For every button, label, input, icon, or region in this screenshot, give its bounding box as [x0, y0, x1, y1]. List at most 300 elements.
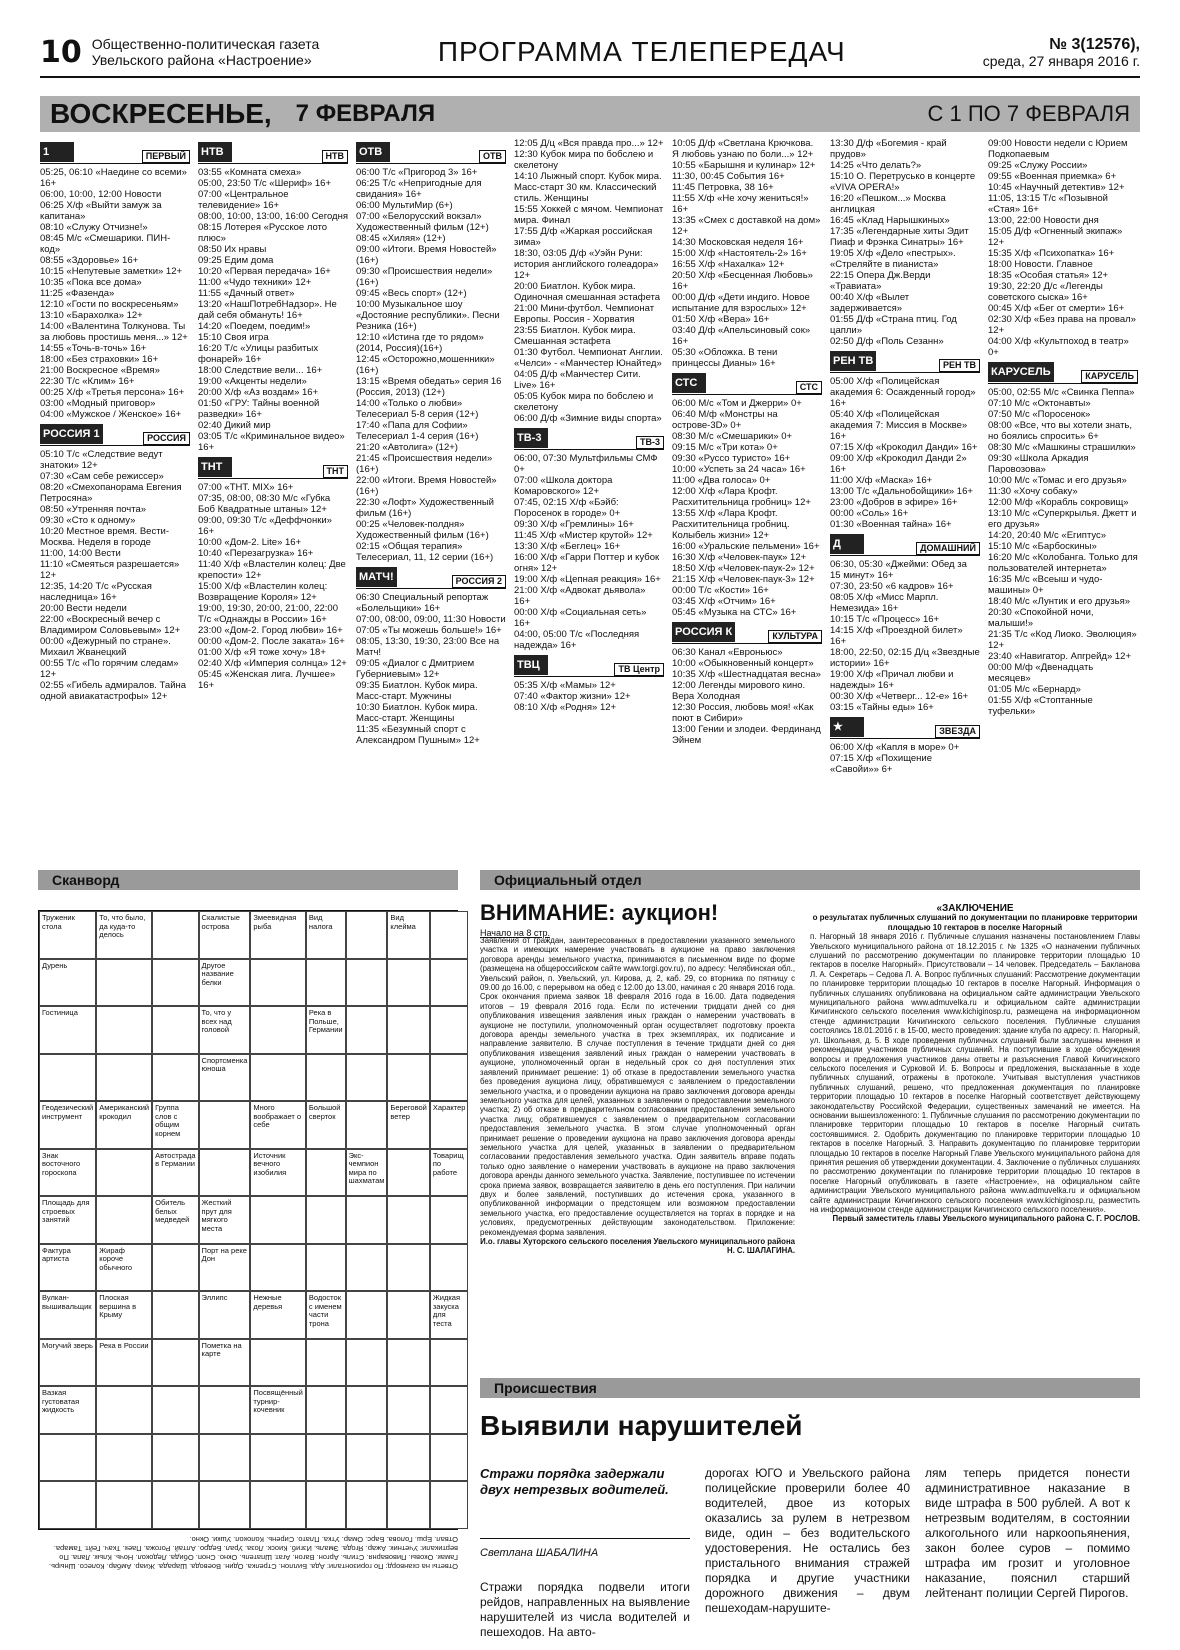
program-item: 13:30 Х/ф «Беглец» 16+	[514, 541, 621, 552]
program-item: 06:00 Т/с «Пригород 3» 16+	[356, 167, 478, 178]
channel-name: ТВ-3	[636, 436, 664, 449]
channel-logo-icon: Д	[830, 534, 864, 554]
crossword-cell	[152, 1339, 198, 1387]
program-item: 15:35 Х/ф «Психопатка» 16+	[988, 248, 1115, 259]
program-item: 08:30 М/с «Машкины страшилки»	[988, 442, 1136, 453]
program-item: 00:25 «Человек-полдня» Художественный фильм (16+)	[356, 519, 489, 541]
program-item: 19:30, 22:20 Д/с «Легенды советского сыска» 16+	[988, 281, 1103, 303]
program-item: 05:25, 06:10 «Наедине со всеми» 16+	[40, 167, 187, 189]
crossword-cell	[96, 1006, 152, 1054]
official-header: Официальный отдел	[480, 870, 1140, 890]
channel-name: ОТВ	[479, 150, 506, 163]
crossword-cell	[250, 1054, 305, 1102]
crossword-clue: Автострада в Германии	[152, 1149, 198, 1197]
program-item: 05:45 «Музыка на СТС» 16+	[672, 607, 797, 618]
crossword-cell	[346, 1291, 388, 1339]
crossword-clue: Спортсменка юноша	[199, 1054, 251, 1102]
channel-header	[198, 142, 348, 164]
program-item: 10:00 «Обыкновенный концерт»	[672, 658, 814, 669]
program-item: 11:00 «Чудо техники» 12+	[198, 277, 312, 288]
crossword-cell	[387, 1434, 429, 1482]
crossword-cell	[430, 1006, 469, 1054]
program-item: 13:35 «Смех с доставкой на дом» 12+	[672, 215, 821, 237]
crossword-clue: Вид клейма	[387, 911, 429, 959]
program-item: 11:00 Х/ф «Маска» 16+	[830, 475, 933, 486]
crossword-cell	[430, 1054, 469, 1102]
program-item: 00:00 Т/с «Кости» 16+	[672, 585, 769, 596]
program-item: 08:20 «Смехопанорама Евгения Петросяна»	[40, 482, 182, 504]
program-item: 03:05 Т/с «Криминальное видео» 16+	[198, 431, 345, 453]
program-item: 16:20 М/с «Колобанга. Только для пользователей интернета»	[988, 552, 1138, 574]
crossword-clue: Скалистые острова	[199, 911, 251, 959]
program-item: 08:10 Х/ф «Родня» 12+	[514, 702, 617, 713]
crossword-clue: Вид налога	[306, 911, 346, 959]
program-item: 07:00 «Школа доктора Комаровского» 12+	[514, 475, 613, 497]
crossword-cell	[306, 959, 346, 1007]
crossword-cell	[152, 1054, 198, 1102]
program-item: 16:45 «Клад Нарышкиных»	[830, 215, 950, 226]
crossword-cell	[387, 1339, 429, 1387]
program-item: 20:00 Х/ф «Аз воздам» 16+	[198, 387, 319, 398]
program-item: 17:55 Д/ф «Жаркая российская зима»	[514, 226, 653, 248]
program-item: 18:00, 22:50, 02:15 Д/ц «Звездные истории» 16+	[830, 647, 980, 669]
crossword-cell	[306, 1434, 346, 1482]
program-item: 00:40 Х/ф «Вылет задерживается»	[830, 292, 910, 314]
crossword-clue: То, что было, да куда-то делось	[96, 911, 152, 959]
crossword-cell	[346, 1101, 388, 1149]
program-item: 04:00 Х/ф «Культпоход в театр» 0+	[988, 336, 1129, 358]
program-item: 09:45 «Весь спорт» (12+)	[356, 288, 467, 299]
channel-logo-icon: НТВ	[198, 142, 232, 162]
channel-header	[672, 373, 822, 395]
program-item: 05:40 Х/ф «Полицейская академия 7: Миссия в Москве» 16+	[830, 409, 968, 442]
program-item: 08:10 «Служу Отчизне!»	[40, 222, 148, 233]
program-item: 16:20 «Пешком...» Москва англицкая	[830, 193, 946, 215]
crossword-cell	[430, 1481, 469, 1529]
tv-column	[40, 138, 190, 848]
program-item: 09:55 «Военная приемка» 6+	[988, 171, 1117, 182]
program-item: 15:00 Х/ф «Настоятель-2» 16+	[672, 248, 807, 259]
program-item: 22:00 «Воскресный вечер с Владимиром Соловьевым» 12+	[40, 614, 181, 636]
program-item: 12:30 Россия, любовь моя! «Как поют в Сибири»	[672, 702, 814, 724]
program-item: 09:30 «Руссо туристо» 16+	[672, 453, 791, 464]
tv-column	[356, 138, 506, 848]
program-item: 06:00 Д/ф «Зимние виды спорта»	[514, 413, 662, 424]
program-item: 12:10 «Истина где то рядом» (2014, Россия)(16+)	[356, 332, 484, 354]
program-item: 11:30 «Хочу собаку»	[988, 486, 1078, 497]
crossword-clue: Характер	[430, 1101, 469, 1149]
channel-header	[514, 655, 664, 677]
program-item: 07:30, 23:50 «6 кадров» 16+	[830, 581, 954, 592]
program-item: 18:35 «Особая статья» 12+	[988, 270, 1109, 281]
channel-logo-icon: ОТВ	[356, 142, 390, 162]
program-item: 13:20 «НашПотребНадзор». Не дай себя обмануть! 16+	[198, 299, 337, 321]
section-title: ПРОГРАММА ТЕЛЕПЕРЕДАЧ	[437, 36, 846, 67]
program-item: 04:00 «Мужское / Женское» 16+	[40, 409, 182, 420]
program-item: 15:10 Своя игра	[198, 332, 269, 343]
crossword-answers: Ответы на сканворд: По горизонтали: Ада. Биллон. Стрелка. Один. Воевода. Шарада. Жиар. Амбар. Колесо. Шнырь. Гамак. Оковы. Пивоварня. Стиль. Аргон. Вагон. Агат. Шпатель. Окно. Сноп. Обида. Ледокол. Ночь. Клык. Лапа. По вертикали: Учетник. Ажар. Ягода. Эмаль. Изгиб. Киоск. Лоза. Урал. Бедро. Алтай. Рогожа. Паек. Ткач. Гейт. Тамара. Отвал. Ерш. Голова. Барс. Омар. Утка. Плато. Сирень. Колокол. Ушки. Окно.	[48, 1535, 458, 1571]
crossword-cell	[250, 1006, 305, 1054]
incident-lead: Стражи порядка задержали двух нетрезвых водителей.	[480, 1466, 669, 1497]
crossword-clue: Жесткий прут для мягкого места	[199, 1196, 251, 1244]
crossword-cell	[39, 1054, 96, 1102]
program-item: 20:00 Вести недели	[40, 603, 127, 614]
channel-header	[830, 534, 980, 556]
channel-logo-icon: ТВ-3	[514, 428, 548, 448]
program-item: 11:00 «Два голоса» 0+	[672, 475, 771, 486]
program-item: 23:55 Биатлон. Кубок мира. Смешанная эстафета	[514, 325, 636, 347]
crossword-cell	[430, 1386, 469, 1434]
program-item: 11:40 Х/ф «Властелин колец: Две крепости» 12+	[198, 559, 346, 581]
program-item: 16:30 Х/ф «Человек-паук» 12+	[672, 552, 807, 563]
program-item: 06:30, 05:30 «Джейми: Обед за 15 минут» 16+	[830, 559, 967, 581]
program-item: 08:05, 13:30, 19:30, 23:00 Все на Матч!	[356, 636, 500, 658]
incident-col-3: лям теперь придется понести административное наказание в виде штрафа в 500 рублей. А вот к нетрезвым водителям, в состоянии алкогольного или наркоопьянения, закон более суров – помимо штрафа им грозит и уголовное наказание, пояснил старший лейтенант полиции Сергей Пирогов.	[925, 1466, 1130, 1600]
program-item: 11:55 Х/ф «Не хочу жениться!» 16+	[672, 193, 809, 215]
crossword-cell	[250, 1481, 305, 1529]
crossword-cell	[96, 959, 152, 1007]
crossword-cell	[306, 1196, 346, 1244]
program-item: 15:00 Х/ф «Властелин колец: Возвращение Короля» 12+	[198, 581, 328, 603]
program-item: 15:10 М/с «Барбоскины»	[988, 541, 1097, 552]
program-item: 20:50 Х/ф «Бесценная Любовь» 16+	[672, 270, 813, 292]
program-item: 07:10 М/с «Октонавты»	[988, 398, 1091, 409]
crossword-cell	[306, 1149, 346, 1197]
channel-logo-icon: КАРУСЕЛЬ	[988, 362, 1054, 382]
official-signature: И.о. главы Хуторского сельского поселения Увельского муниципального района Н. С. ШАЛАГИНА.	[480, 1237, 795, 1256]
program-item: 07:45, 02:15 Х/ф «Бэйб: Поросенок в городе» 0+	[514, 497, 621, 519]
program-item: 08:15 Лотерея «Русское лото плюс»	[198, 222, 328, 244]
crossword-clue: Гостиница	[39, 1006, 96, 1054]
program-item: 06:30 Канал «Евроньюс»	[672, 647, 783, 658]
program-item: 09:25 Едим дома	[198, 255, 274, 266]
incident-author: Светлана ШАБАЛИНА	[480, 1538, 690, 1559]
program-item: 09:00 Х/ф «Крокодил Данди 2» 16+	[830, 453, 967, 475]
crossword-cell	[387, 1196, 429, 1244]
program-item: 07:35, 08:00, 08:30 М/с «Губка Боб Квадратные штаны» 12+	[198, 493, 331, 515]
program-item: 02:55 «Гибель адмиралов. Тайна одной авиакатастрофы» 12+	[40, 680, 187, 702]
program-item: 15:55 Хоккей с мячом. Чемпионат мира. Финал	[514, 204, 664, 226]
program-item: 00:45 Х/ф «Бег от смерти» 16+	[988, 303, 1125, 314]
program-item: 21:00 Воскресное «Время»	[40, 365, 160, 376]
program-item: 15:05 Д/ф «Огненный экипаж» 12+	[988, 226, 1123, 248]
program-item: 10:00 М/с «Томас и его друзья»	[988, 475, 1127, 486]
program-item: 19:00, 19:30, 20:00, 21:00, 22:00 Т/с «Однажды в России» 16+	[198, 603, 338, 625]
crossword-cell	[152, 1006, 198, 1054]
program-item: 18:00 Следствие вели... 16+	[198, 365, 323, 376]
crossword-cell	[250, 1339, 305, 1387]
program-item: 16:00 Х/ф «Гарри Поттер и кубок огня» 12+	[514, 552, 660, 574]
program-item: 06:25 Т/с «Непригодные для свидания» 16+	[356, 178, 482, 200]
crossword-clue: Порт на реке Дон	[199, 1244, 251, 1292]
incident-col-1: Стражи порядка подвели итоги рейдов, направленных на выявление нарушителей из числа водителей и пешеходов. На авто-	[480, 1580, 690, 1639]
incident-title: Выявили нарушителей	[480, 1410, 803, 1441]
crossword-cell	[250, 1196, 305, 1244]
program-item: 10:00 «Успеть за 24 часа» 16+	[672, 464, 806, 475]
program-item: 19:00 «Акценты недели»	[198, 376, 307, 387]
program-item: 01:50 «ГРУ: Тайны военной разведки» 16+	[198, 398, 320, 420]
program-item: 01:50 Х/ф «Вера» 16+	[672, 314, 770, 325]
program-item: 08:00 «Все, что вы хотели знать, но боялись спросить» 6+	[988, 420, 1133, 442]
program-item: 18:50 Х/ф «Человек-паук-2» 12+	[672, 563, 815, 574]
program-item: 05:00, 23:50 Т/с «Шериф» 16+	[198, 178, 332, 189]
crossword-cell	[152, 1481, 198, 1529]
tv-column	[830, 138, 980, 848]
crossword-cell	[39, 1481, 96, 1529]
crossword-clue: Обитель белых медведей	[152, 1196, 198, 1244]
program-item: 16:55 Х/ф «Нахалка» 12+	[672, 259, 785, 270]
crossword	[38, 910, 466, 1530]
program-item: 21:35 Т/с «Код Лиоко. Эволюция» 12+	[988, 629, 1137, 651]
crossword-cell	[346, 1339, 388, 1387]
program-item: 09:30 Х/ф «Гремлины» 16+	[514, 519, 634, 530]
program-item: 01:55 Х/ф «Стоптанные туфельки»	[988, 695, 1093, 717]
program-item: 21:20 «Автолига» (12+)	[356, 442, 458, 453]
channel-header	[198, 457, 348, 479]
program-item: 07:15 Х/ф «Похищение «Савойи»» 6+	[830, 753, 933, 775]
program-item: 10:15 «Непутевые заметки» 12+	[40, 266, 183, 277]
crossword-clue: Пометка на карте	[199, 1339, 251, 1387]
program-item: 22:15 Опера Дж.Верди «Травиата»	[830, 270, 931, 292]
program-item: 06:30 Специальный репортаж «Болельщики» 16+	[356, 592, 489, 614]
program-item: 22:30 «Лофт» Художественный фильм (16+)	[356, 497, 494, 519]
crossword-cell	[96, 1054, 152, 1102]
crossword-cell	[152, 1291, 198, 1339]
channel-logo-icon: РОССИЯ 1	[40, 424, 103, 444]
crossword-grid	[38, 910, 466, 1530]
program-item: 01:05 М/с «Бернард»	[988, 684, 1081, 695]
channel-header	[40, 142, 190, 164]
crossword-cell	[430, 1434, 469, 1482]
crossword-cell	[346, 1244, 388, 1292]
page-number: 10	[40, 34, 82, 70]
program-item: 19:00 Х/ф «Цепная реакция» 16+	[514, 574, 661, 585]
crossword-cell	[387, 1149, 429, 1197]
channel-logo-icon: 1	[40, 142, 74, 162]
crossword-clue: Береговой ветер	[387, 1101, 429, 1149]
program-item: 01:30 «Военная тайна» 16+	[830, 519, 952, 530]
program-item: 14:30 Московская неделя 16+	[672, 237, 804, 248]
program-item: 20:00 Биатлон. Кубок мира. Одиночная смешанная эстафета	[514, 281, 661, 303]
crossword-cell	[430, 959, 469, 1007]
channel-logo-icon: РЕН ТВ	[830, 351, 876, 371]
channel-name: ЗВЕЗДА	[935, 725, 980, 738]
crossword-cell	[96, 1149, 152, 1197]
crossword-clue: Эллипс	[199, 1291, 251, 1339]
incident-header: Происшествия	[480, 1378, 1140, 1398]
channel-name: РОССИЯ	[143, 432, 190, 445]
channel-name: КУЛЬТУРА	[768, 630, 822, 643]
crossword-cell	[346, 1481, 388, 1529]
program-item: 16:35 М/с «Всеыш и чудо-машины» 0+	[988, 574, 1103, 596]
conclusion-title: «ЗАКЛЮЧЕНИЕ	[936, 903, 1014, 914]
issue-info: № 3(12576), среда, 27 января 2016 г.	[982, 35, 1140, 69]
day-name: ВОСКРЕСЕНЬЕ,	[50, 98, 272, 129]
program-item: 14:20, 20:40 М/с «Египтус»	[988, 530, 1107, 541]
program-item: 18:40 М/с «Лунтик и его друзья»	[988, 596, 1131, 607]
crossword-clue: Знак восточного гороскопа	[39, 1149, 96, 1197]
program-item: 09:30 «Сто к одному»	[40, 515, 136, 526]
crossword-cell	[430, 911, 469, 959]
program-item: 09:30 «Школа Аркадия Паровозова»	[988, 453, 1089, 475]
crossword-cell	[152, 1386, 198, 1434]
crossword-cell	[387, 1291, 429, 1339]
crossword-clue: Змеевидная рыба	[250, 911, 305, 959]
channel-name: ДОМАШНИЙ	[916, 542, 980, 555]
crossword-clue: Группа слов с общим корнем	[152, 1101, 198, 1149]
program-item: 01:55 Д/ф «Страна птиц. Год цапли»	[830, 314, 957, 336]
crossword-clue: Посвящённый турнир-кочевник	[250, 1386, 305, 1434]
channel-name: ТВ Центр	[614, 663, 664, 676]
program-item: 05:45 «Женская лига. Лучшее» 16+	[198, 669, 336, 691]
program-item: 13:00, 22:00 Новости дня	[988, 215, 1099, 226]
program-item: 10:00 Музыкальное шоу «Достояние республики». Песни Резника (16+)	[356, 299, 500, 332]
crossword-clue: Плоская вершина в Крыму	[96, 1291, 152, 1339]
crossword-clue: Могучий зверь	[39, 1339, 96, 1387]
crossword-cell	[430, 1244, 469, 1292]
conclusion-signature: Первый заместитель главы Увельского муниципального района С. Г. РОСЛОВ.	[832, 1214, 1140, 1224]
program-item: 08:45 «Хиляя» (12+)	[356, 233, 446, 244]
channel-name: НТВ	[322, 150, 349, 163]
crossword-cell	[250, 1244, 305, 1292]
crossword-cell	[430, 1339, 469, 1387]
crossword-cell	[306, 1386, 346, 1434]
crossword-cell	[250, 959, 305, 1007]
day-date: 7 ФЕВРАЛЯ	[295, 100, 436, 127]
crossword-cell	[306, 1339, 346, 1387]
crossword-cell	[152, 959, 198, 1007]
program-item: 10:05 Д/ф «Светлана Крючкова. Я любовь узнаю по боли...» 12+	[672, 138, 814, 160]
masthead	[40, 28, 1140, 78]
program-item: 14:25 «Что делать?»	[830, 160, 922, 171]
crossword-cell	[346, 1196, 388, 1244]
crossword-clue: Нежные деревья	[250, 1291, 305, 1339]
crossword-clue: Дурень	[39, 959, 96, 1007]
program-item: 07:00 «Центральное телевидение» 16+	[198, 189, 289, 211]
day-header	[40, 96, 1140, 132]
program-item: 11:45 Петровка, 38 16+	[672, 182, 774, 193]
channel-logo-icon: СТС	[672, 373, 706, 393]
program-item: 05:00, 02:55 М/с «Свинка Пеппа»	[988, 387, 1135, 398]
channel-header	[356, 567, 506, 589]
program-item: 14:00 «Валентина Толкунова. Ты за любовь простишь меня...» 12+	[40, 321, 188, 343]
program-item: 09:35 Биатлон. Кубок мира. Масс-старт. Мужчины	[356, 680, 478, 702]
crossword-header: Сканворд	[38, 870, 458, 890]
channel-header	[40, 424, 190, 446]
crossword-cell	[152, 911, 198, 959]
program-item: 06:00, 10:00, 12:00 Новости	[40, 189, 162, 200]
program-item: 07:00 «ТНТ. MIX» 16+	[198, 482, 294, 493]
crossword-cell	[96, 1434, 152, 1482]
crossword-cell	[199, 1149, 251, 1197]
program-item: 00:00 «Дом-2. После заката» 16+	[198, 636, 345, 647]
crossword-cell	[152, 1244, 198, 1292]
program-item: 10:35 «Пока все дома»	[40, 277, 142, 288]
program-item: 13:00 Гении и злодеи. Фердинанд Эйнем	[672, 724, 821, 746]
program-item: 17:35 «Легендарные хиты Эдит Пиаф и Фрэнка Синатры» 16+	[830, 226, 969, 248]
program-item: 06:00 МультиМир (6+)	[356, 200, 453, 211]
crossword-clue: То, что у всех над головой	[199, 1006, 251, 1054]
crossword-clue: Много воображает о себе	[250, 1101, 305, 1149]
program-item: 22:30 Т/с «Клим» 16+	[40, 376, 135, 387]
program-item: 13:10 «Барахолка» 12+	[40, 310, 143, 321]
program-item: 13:15 «Время обедать» серия 16 (Россия, 2013) (12+)	[356, 376, 502, 398]
crossword-cell	[199, 1386, 251, 1434]
channel-name: КАРУСЕЛЬ	[1081, 370, 1138, 383]
conclusion-subtitle: о результатах публичных слушаний по документации по планировке территории площадью 10 гектаров в поселке Нагорный	[812, 913, 1138, 932]
crossword-cell	[387, 959, 429, 1007]
program-item: 05:30 «Обложка. В тени принцессы Дианы» 16+	[672, 347, 778, 369]
program-item: 20:30 «Спокойной ночи, малыши!»	[988, 607, 1094, 629]
program-item: 23:00 «Добров в эфире» 16+	[830, 497, 958, 508]
channel-name: РЕН ТВ	[939, 359, 980, 372]
program-item: 10:40 «Перезагрузка» 16+	[198, 548, 314, 559]
crossword-cell	[346, 1434, 388, 1482]
crossword-clue: Вазкая густоватая жидкость	[39, 1386, 96, 1434]
program-item: 09:15 М/с «Три кота» 0+	[672, 442, 778, 453]
program-item: 09:25 «Служу России»	[988, 160, 1088, 171]
program-item: 09:05 «Диалог с Дмитрием Губерниевым» 12+	[356, 658, 475, 680]
program-item: 23:40 «Навигатор. Апгрейд» 12+	[988, 651, 1132, 662]
program-item: 04:05 Д/ф «Манчестер Сити. Live» 16+	[514, 369, 641, 391]
program-item: 02:50 Д/ф «Поль Сезанн»	[830, 336, 944, 347]
program-item: 12:35, 14:20 Т/с «Русская наследница» 16+	[40, 581, 152, 603]
program-item: 05:10 Т/с «Следствие ведут знатоки» 12+	[40, 449, 163, 471]
program-item: 03:45 Х/ф «Отчим» 16+	[672, 596, 776, 607]
program-item: 07:05 «Ты можешь больше!» 16+	[356, 625, 502, 636]
channel-logo-icon: ★	[830, 717, 864, 737]
program-item: 05:05 Кубок мира по бобслею и скелетону	[514, 391, 654, 413]
program-item: 08:30 М/с «Смешарики» 0+	[672, 431, 793, 442]
channel-header	[830, 717, 980, 739]
crossword-cell	[96, 1196, 152, 1244]
program-item: 00:00 Д/ф «Дети индиго. Новое испытание для взрослых» 12+	[672, 292, 810, 314]
channel-name: ПЕРВЫЙ	[142, 150, 190, 163]
program-item: 15:10 О. Перетрусько в концерте «VIVA OPERA!»	[830, 171, 976, 193]
program-item: 09:30 «Происшествия недели» (16+)	[356, 266, 493, 288]
program-item: 02:40 Дикий мир	[198, 420, 271, 431]
channel-header	[672, 622, 822, 644]
program-item: 14:15 Х/ф «Проездной билет» 16+	[830, 625, 963, 647]
crossword-clue: Товарищ по работе	[430, 1149, 469, 1197]
crossword-cell	[250, 1434, 305, 1482]
crossword-clue: Вулкан-вышивальщик	[39, 1291, 96, 1339]
program-item: 07:50 М/с «Поросенок»	[988, 409, 1091, 420]
crossword-cell	[199, 1434, 251, 1482]
program-item: 07:40 «Фактор жизни» 12+	[514, 691, 631, 702]
program-item: 00:55 Т/с «По горячим следам» 12+	[40, 658, 179, 680]
program-item: 18:30, 03:05 Д/ф «Уэйн Руни: история английского голеадора» 12+	[514, 248, 659, 281]
program-item: 11:55 «Дачный ответ»	[198, 288, 295, 299]
program-item: 14:20 «Поедем, поедим!»	[198, 321, 311, 332]
program-item: 02:30 Х/ф «Без права на провал» 12+	[988, 314, 1136, 336]
program-item: 06:40 М/ф «Монстры на острове-3D» 0+	[672, 409, 778, 431]
crossword-cell	[199, 1481, 251, 1529]
crossword-clue: Жираф короче обычного	[96, 1244, 152, 1292]
program-item: 11:10 «Смеяться разрешается» 12+	[40, 559, 180, 581]
official-title: ВНИМАНИЕ: аукцион!	[480, 900, 719, 925]
program-item: 01:30 Футбол. Чемпионат Англии. «Челси» - «Манчестер Юнайтед»	[514, 347, 663, 369]
program-item: 02:15 «Общая терапия» Телесериал, 11, 12 серии (16+)	[356, 541, 494, 563]
channel-header	[830, 351, 980, 373]
crossword-cell	[346, 1386, 388, 1434]
program-item: 13:00 Т/с «Дальнобойщики» 16+	[830, 486, 973, 497]
program-item: 11:25 «Фазенда»	[40, 288, 115, 299]
tv-column	[988, 138, 1138, 848]
program-item: 13:55 Х/ф «Лара Крофт. Расхитительница гробниц. Колыбель жизни» 12+	[672, 508, 790, 541]
channel-logo-icon: МАТЧ!	[356, 567, 397, 587]
crossword-cell	[387, 1006, 429, 1054]
